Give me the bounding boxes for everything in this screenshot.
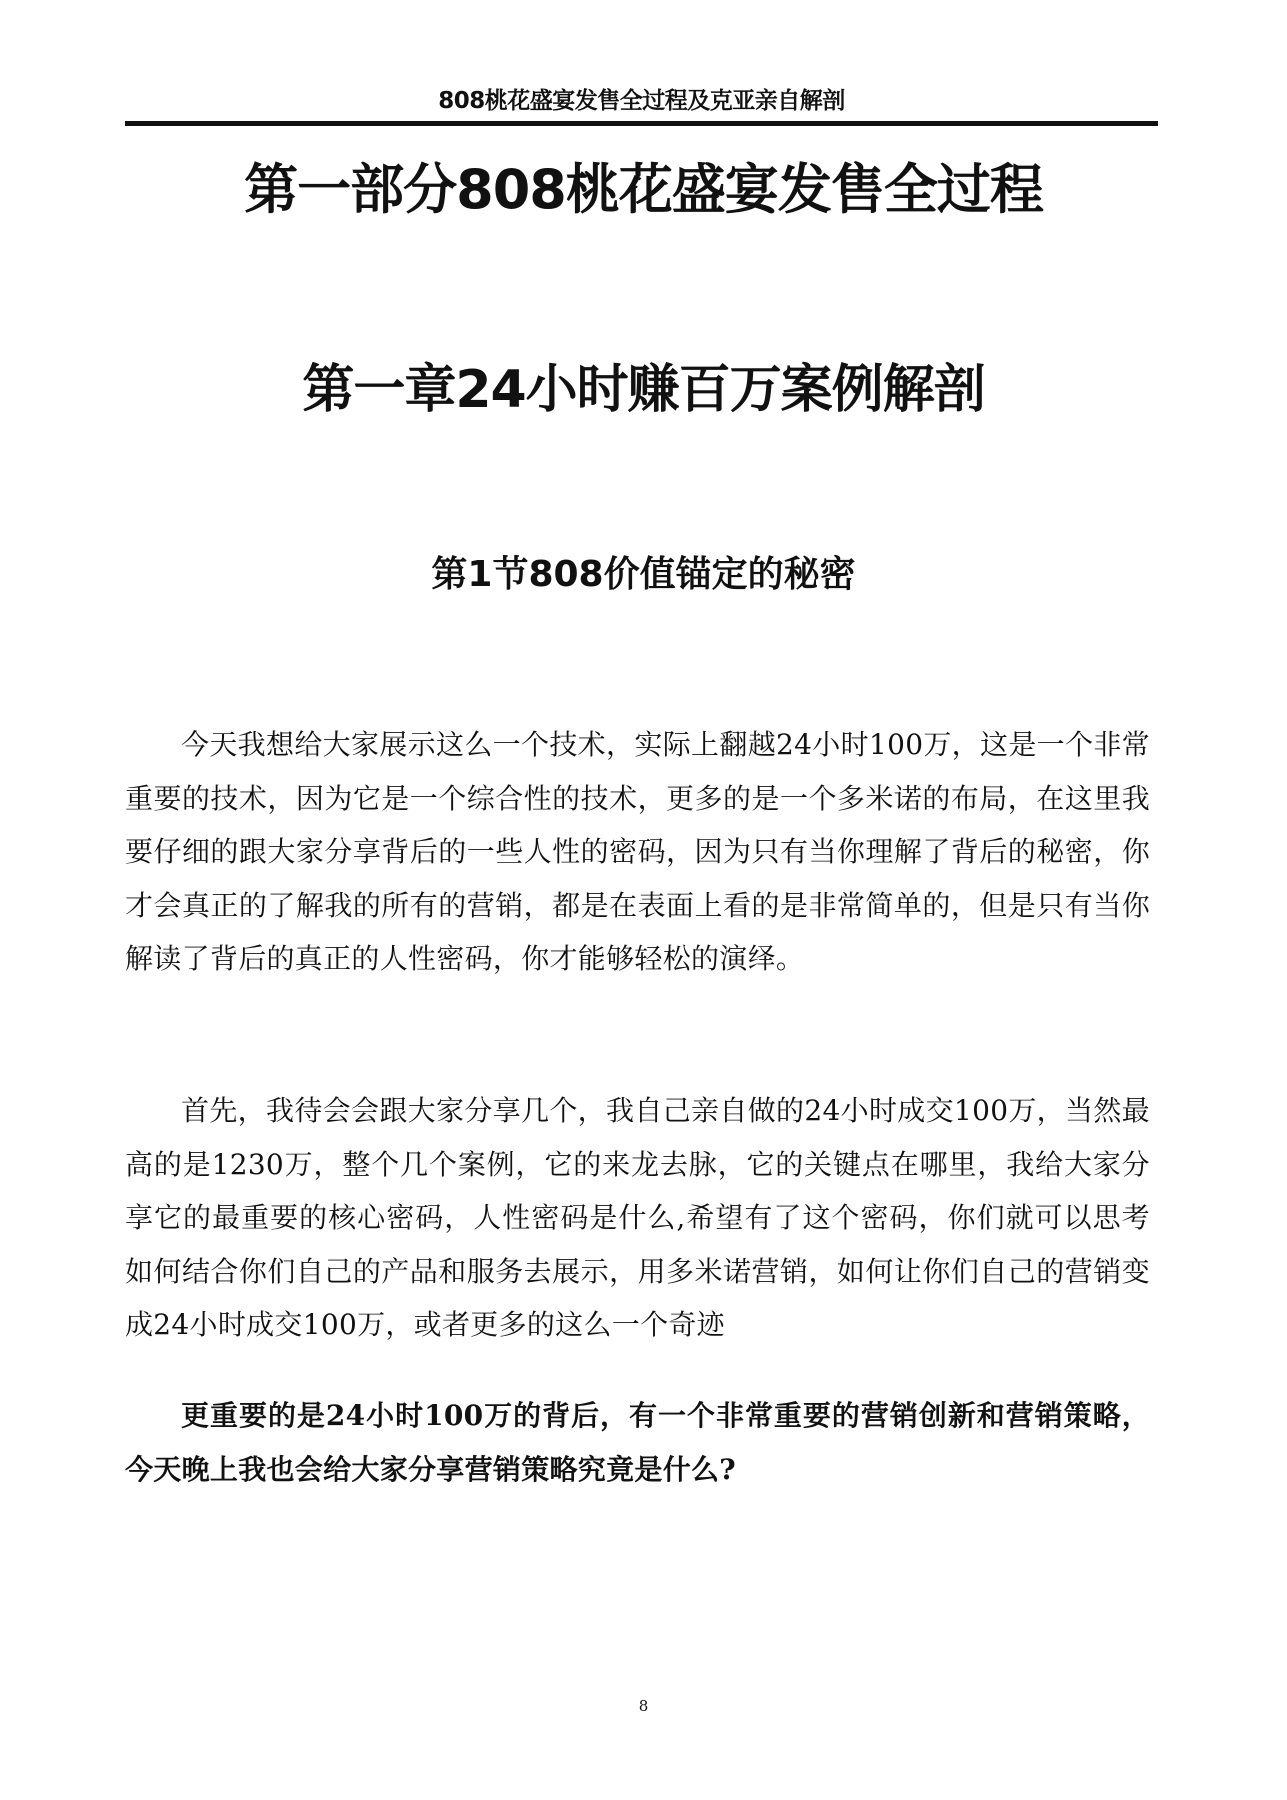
emphasized-paragraph: 更重要的是24小时100万的背后，有一个非常重要的营销创新和营销策略，今天晚上我也会给大家分享营销策略究竟是什么?: [125, 1399, 1150, 1486]
part-title: 第一部分808桃花盛宴发售全过程: [244, 158, 1043, 221]
section-title: 第1节808价值锚定的秘密: [431, 554, 856, 595]
body-paragraph: 首先，我待会会跟大家分享几个，我自己亲自做的24小时成交100万，当然最高的是1230万，整个几个案例，它的来龙去脉，它的关键点在哪里，我给大家分享它的最重要的核心密码，人性密码是什么,希望有了这个密码，你们就可以思考如何结合你们自己的产品和服务去展示，用多米诺营销，如何让你们自己的营销变成24小时成交100万，或者更多的这么一个奇迹: [125, 1094, 1150, 1341]
chapter-title: 第一章24小时赚百万案例解剖: [302, 360, 985, 420]
header-divider: [125, 121, 1158, 126]
running-header: 808桃花盛宴发售全过程及克亚亲自解剖: [438, 88, 845, 114]
body-paragraph: 今天我想给大家展示这么一个技术，实际上翻越24小时100万，这是一个非常重要的技术，因为它是一个综合性的技术，更多的是一个多米诺的布局，在这里我要仔细的跟大家分享背后的一些人性的密码，因为只有当你理解了背后的秘密，你才会真正的了解我的所有的营销，都是在表面上看的是非常简单的，但是只有当你解读了背后的真正的人性密码，你才能够轻松的演绎。: [125, 728, 1150, 975]
page-number: 8: [638, 1697, 649, 1715]
